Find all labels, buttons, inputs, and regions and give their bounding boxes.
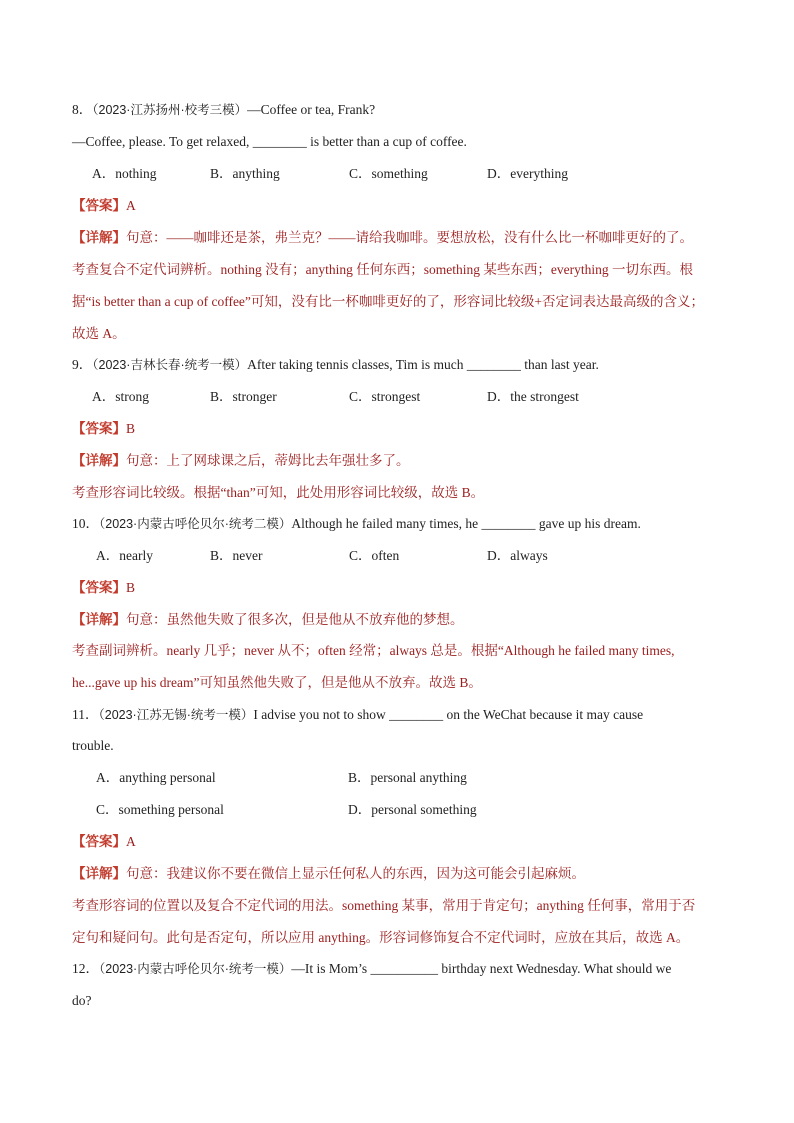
- question-source: （2023·江苏扬州·校考三模）: [92, 103, 248, 117]
- detail-text: 考查形容词比较级。根据“than”可知，此处用形容词比较级，故选 B。: [72, 485, 485, 500]
- detail-text: 考查形容词的位置以及复合不定代词的用法。something 某事，常用于肯定句；anything 任何事，常用于否: [72, 898, 696, 913]
- answer-value: A: [126, 198, 136, 213]
- detail-line: [72, 864, 585, 884]
- question-12-stem-2: do?: [72, 993, 92, 1008]
- question-number: 12．: [72, 961, 99, 976]
- answer-tag: 【答案】: [72, 834, 126, 849]
- question-number: 8．: [72, 102, 93, 117]
- option-b: B．stronger: [210, 389, 277, 404]
- detail-line: [72, 228, 693, 248]
- detail-text: he...gave up his dream”可知虽然他失败了，但是他从不放弃。故选 B。: [72, 675, 482, 690]
- answer-value: B: [126, 580, 136, 595]
- option-a: A．anything personal: [96, 770, 216, 785]
- question-text: —It is Mom’s __________ birthday next Wednesday. What should we: [291, 961, 672, 976]
- option-d: D．everything: [487, 166, 568, 181]
- question-source: （2023·江苏无锡·统考一模）: [98, 708, 254, 722]
- option-c: C．something: [349, 166, 428, 181]
- question-number: 9．: [72, 357, 93, 372]
- question-source: （2023·内蒙古呼伦贝尔·统考一模）: [99, 962, 292, 976]
- detail-text: 故选 A。: [72, 326, 126, 341]
- question-11-stem: [72, 705, 643, 725]
- option-a: A．strong: [92, 389, 149, 404]
- answer-line: [72, 196, 136, 216]
- question-text: Although he failed many times, he ________ gave up his dream.: [291, 516, 641, 531]
- answer-tag: 【答案】: [72, 421, 126, 436]
- detail-text: 句意：——咖啡还是茶，弗兰克？——请给我咖啡。要想放松，没有什么比一杯咖啡更好的了。: [126, 230, 693, 245]
- detail-text: 句意：上了网球课之后，蒂姆比去年强壮多了。: [126, 453, 410, 468]
- detail-text: 据“is better than a cup of coffee”可知，没有比一杯咖啡更好的了，形容词比较级+否定词表达最高级的含义；: [72, 294, 705, 309]
- option-b: B．anything: [210, 166, 280, 181]
- option-a: A．nearly: [96, 548, 153, 563]
- question-11-stem-2: trouble.: [72, 738, 114, 753]
- detail-text: 句意：虽然他失败了很多次，但是他从不放弃他的梦想。: [126, 612, 464, 627]
- question-source: （2023·吉林长春·统考一模）: [92, 358, 248, 372]
- detail-tag: 【详解】: [72, 866, 126, 881]
- option-a: A．nothing: [92, 166, 157, 181]
- option-d: D．personal something: [348, 802, 477, 817]
- detail-tag: 【详解】: [72, 453, 126, 468]
- option-c: C．something personal: [96, 802, 224, 817]
- detail-tag: 【详解】: [72, 230, 126, 245]
- option-d: D．the strongest: [487, 389, 579, 404]
- option-c: C．strongest: [349, 389, 421, 404]
- question-8-stem-2: —Coffee, please. To get relaxed, ________ is better than a cup of coffee.: [72, 134, 467, 149]
- question-8-stem: [72, 100, 375, 120]
- question-text: After taking tennis classes, Tim is much ________ than last year.: [247, 357, 599, 372]
- question-9-stem: [72, 355, 599, 375]
- detail-text: 定句和疑问句。此句是否定句，所以应用 anything。形容词修饰复合不定代词时，应放在其后，故选 A。: [72, 930, 690, 945]
- detail-line: [72, 451, 410, 471]
- option-c: C．often: [349, 548, 400, 563]
- answer-line: [72, 419, 135, 439]
- question-number: 10．: [72, 516, 99, 531]
- answer-line: [72, 578, 135, 598]
- answer-value: B: [126, 421, 136, 436]
- detail-text: 考查复合不定代词辨析。nothing 没有；anything 任何东西；something 某些东西；everything 一切东西。根: [72, 262, 693, 277]
- question-source: （2023·内蒙古呼伦贝尔·统考二模）: [99, 517, 292, 531]
- question-12-stem: [72, 959, 671, 979]
- option-b: B．never: [210, 548, 263, 563]
- option-b: B．personal anything: [348, 770, 467, 785]
- detail-text: 考查副词辨析。nearly 几乎；never 从不；often 经常；always 总是。根据“Although he failed many times,: [72, 643, 675, 658]
- detail-tag: 【详解】: [72, 612, 126, 627]
- answer-line: [72, 832, 136, 852]
- detail-line: [72, 610, 464, 630]
- detail-text: 句意：我建议你不要在微信上显示任何私人的东西，因为这可能会引起麻烦。: [126, 866, 585, 881]
- answer-value: A: [126, 834, 136, 849]
- answer-tag: 【答案】: [72, 198, 126, 213]
- question-number: 11．: [72, 707, 99, 722]
- question-text: —Coffee or tea, Frank?: [247, 102, 376, 117]
- answer-tag: 【答案】: [72, 580, 126, 595]
- option-d: D．always: [487, 548, 548, 563]
- question-text: I advise you not to show ________ on the WeChat because it may cause: [253, 707, 644, 722]
- question-10-stem: [72, 514, 641, 534]
